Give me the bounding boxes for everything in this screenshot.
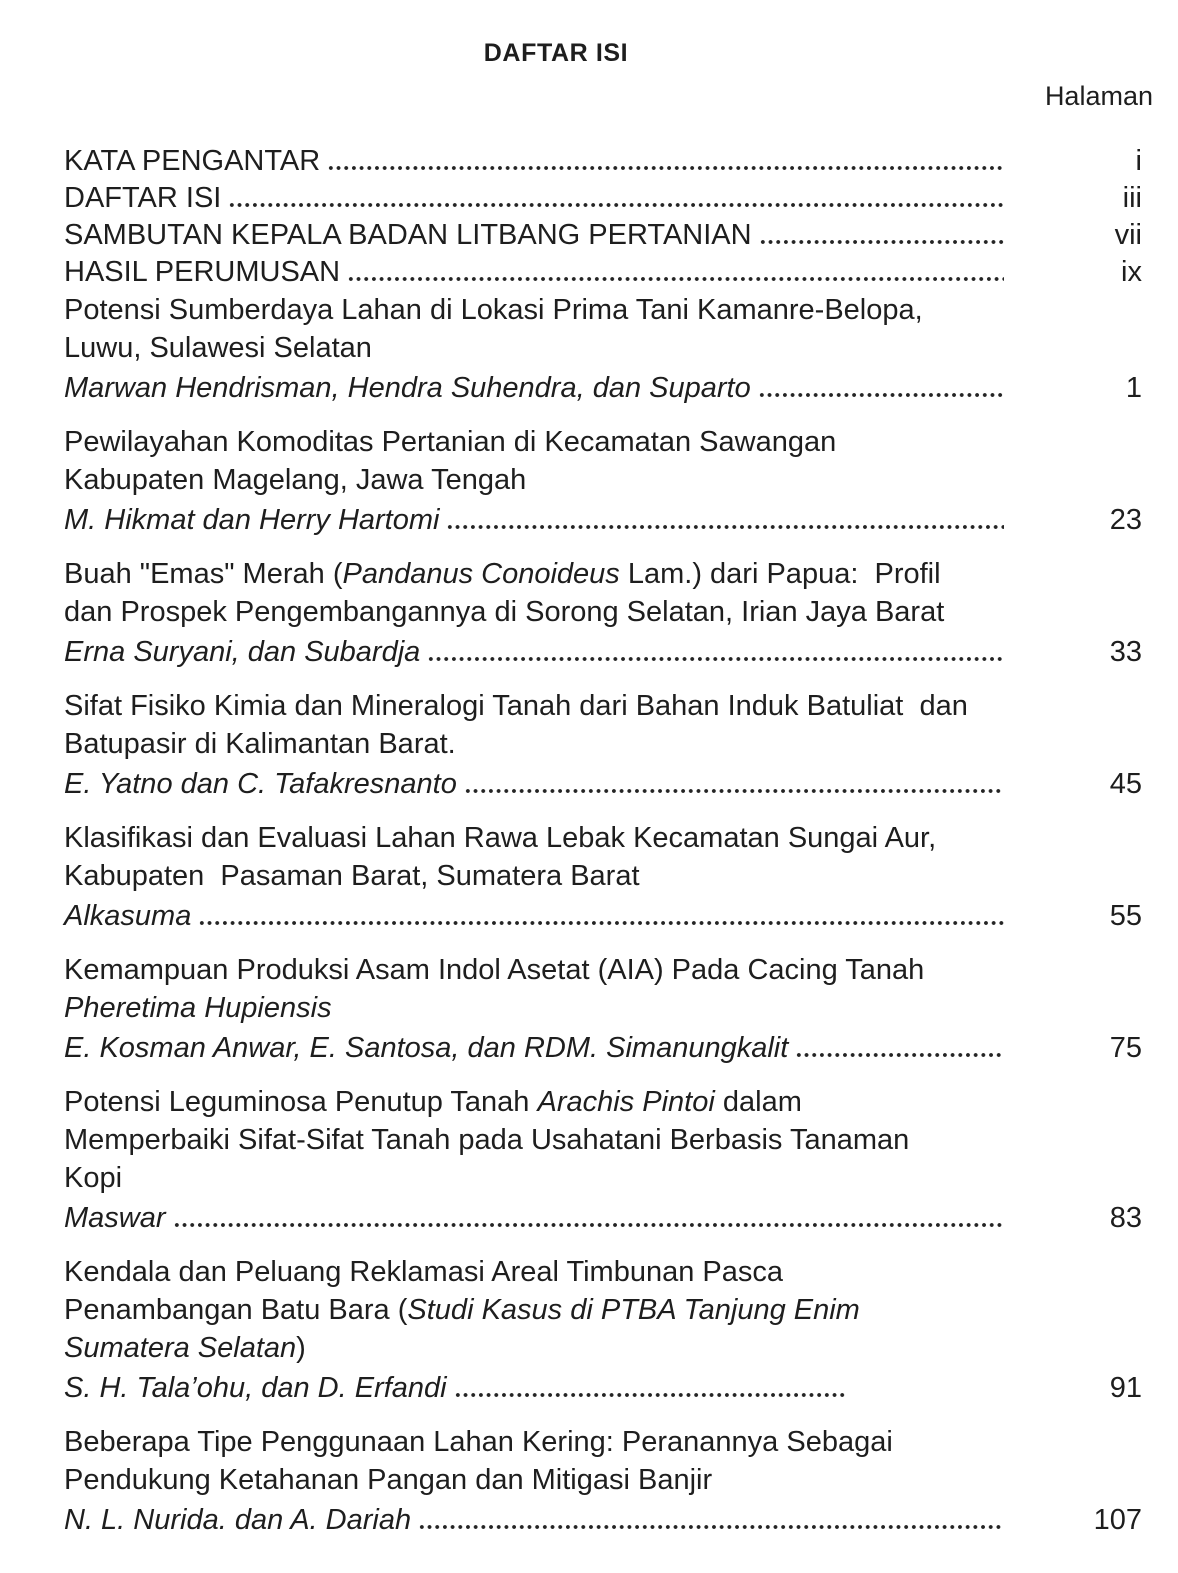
entry-title-line xyxy=(64,1121,1178,1159)
entry-authors: Maswar xyxy=(64,1202,166,1234)
dot-leader xyxy=(347,274,1004,284)
entry-title-line xyxy=(64,1291,1178,1329)
entry-title-line xyxy=(64,461,1178,499)
title-segment: Buah "Emas" Merah ( xyxy=(64,558,343,590)
entry-authors: Alkasuma xyxy=(64,900,192,932)
toc-entry xyxy=(64,555,1178,671)
dot-leader xyxy=(446,522,1004,532)
page-number: i xyxy=(1135,145,1142,177)
dot-leader xyxy=(454,1390,848,1400)
dotted-row xyxy=(64,369,1178,407)
dot-leader xyxy=(173,1220,1004,1230)
entry-title-line xyxy=(64,555,1178,593)
entry-title-line xyxy=(64,291,1178,329)
dot-leader xyxy=(427,654,1004,664)
title-segment: Potensi Leguminosa Penutup Tanah xyxy=(64,1086,538,1118)
front-matter-label: DAFTAR ISI xyxy=(64,182,222,214)
toc-entry xyxy=(64,291,1178,407)
toc-entry xyxy=(64,1423,1178,1539)
title-segment: Memperbaiki Sifat-Sifat Tanah pada Usahatani Berbasis Tanaman xyxy=(64,1124,910,1156)
title-segment: Studi Kasus di PTBA Tanjung Enim xyxy=(407,1294,860,1326)
page-number: 107 xyxy=(1093,1504,1142,1536)
toc-entry xyxy=(64,951,1178,1067)
entry-title-line xyxy=(64,1329,1178,1367)
title-segment: Batupasir di Kalimantan Barat. xyxy=(64,728,456,760)
entry-title-line xyxy=(64,593,1178,631)
page-number: 83 xyxy=(1109,1202,1142,1234)
dotted-row xyxy=(64,501,1178,539)
entry-authors: E. Yatno dan C. Tafakresnanto xyxy=(64,768,457,800)
dotted-row xyxy=(64,1029,1178,1067)
dotted-row xyxy=(64,1199,1178,1237)
title-segment: dan Prospek Pengembangannya di Sorong Selatan, Irian Jaya Barat xyxy=(64,596,945,628)
entry-title-line xyxy=(64,989,1178,1027)
title-segment: dalam xyxy=(714,1086,802,1118)
toc-entry xyxy=(64,1083,1178,1237)
dot-leader xyxy=(228,200,1004,210)
dotted-row xyxy=(64,897,1178,935)
dotted-row xyxy=(64,1501,1178,1539)
page-column-header: Halaman xyxy=(1044,81,1153,111)
entry-list xyxy=(64,291,1178,1539)
title-segment: Sumatera Selatan xyxy=(64,1332,297,1364)
title-segment: Arachis Pintoi xyxy=(537,1086,715,1118)
title-segment: Potensi Sumberdaya Lahan di Lokasi Prima Tani Kamanre-Belopa, xyxy=(64,294,923,326)
dotted-row xyxy=(64,143,1178,180)
front-matter-label: HASIL PERUMUSAN xyxy=(64,256,341,288)
dot-leader xyxy=(418,1522,1004,1532)
page-number: 55 xyxy=(1109,900,1142,932)
entry-title-line xyxy=(64,687,1178,725)
entry-authors: Marwan Hendrisman, Hendra Suhendra, dan Suparto xyxy=(64,372,751,404)
entry-authors: Erna Suryani, dan Subardja xyxy=(64,636,421,668)
entry-title-line xyxy=(64,423,1178,461)
page-number: 1 xyxy=(1125,372,1142,404)
dot-leader xyxy=(198,918,1004,928)
page-number: 75 xyxy=(1109,1032,1142,1064)
entry-authors: M. Hikmat dan Herry Hartomi xyxy=(64,504,440,536)
title-segment: Penambangan Batu Bara ( xyxy=(64,1294,408,1326)
page-number: iii xyxy=(1122,182,1142,214)
front-matter-list xyxy=(64,143,1178,291)
entry-title-line xyxy=(64,1083,1178,1121)
dot-leader xyxy=(759,237,1004,247)
title-segment: Beberapa Tipe Penggunaan Lahan Kering: Peranannya Sebagai xyxy=(64,1426,893,1458)
front-matter-label: KATA PENGANTAR xyxy=(64,145,321,177)
entry-title-line xyxy=(64,857,1178,895)
page-number: vii xyxy=(1114,219,1142,251)
entry-title-line xyxy=(64,329,1178,367)
entry-title-line xyxy=(64,951,1178,989)
dot-leader xyxy=(327,163,1004,173)
page-number: ix xyxy=(1121,256,1142,288)
entry-title-line xyxy=(64,1159,1178,1197)
toc-entry xyxy=(64,423,1178,539)
page-number: 91 xyxy=(1109,1372,1142,1404)
title-segment: ) xyxy=(296,1332,306,1364)
dotted-row xyxy=(64,633,1178,671)
dot-leader xyxy=(795,1050,1004,1060)
title-segment: Sifat Fisiko Kimia dan Mineralogi Tanah dari Bahan Induk Batuliat dan xyxy=(64,690,968,722)
dotted-row xyxy=(64,180,1178,217)
title-segment: Pheretima Hupiensis xyxy=(64,992,332,1024)
entry-title-line xyxy=(64,1253,1178,1291)
page-number: 45 xyxy=(1109,768,1142,800)
dotted-row xyxy=(64,254,1178,291)
toc-entry xyxy=(64,819,1178,935)
dot-leader xyxy=(464,786,1004,796)
page-number: 23 xyxy=(1109,504,1142,536)
title-segment: Kabupaten Pasaman Barat, Sumatera Barat xyxy=(64,860,640,892)
title-segment: Kendala dan Peluang Reklamasi Areal Timbunan Pasca xyxy=(64,1256,784,1288)
entry-authors: E. Kosman Anwar, E. Santosa, dan RDM. Simanungkalit xyxy=(64,1032,789,1064)
title-segment: Kemampuan Produksi Asam Indol Asetat (AIA) Pada Cacing Tanah xyxy=(64,954,925,986)
title-segment: Kopi xyxy=(64,1162,123,1194)
title-segment: Pewilayahan Komoditas Pertanian di Kecamatan Sawangan xyxy=(64,426,837,458)
entry-authors: N. L. Nurida. dan A. Dariah xyxy=(64,1504,412,1536)
dot-leader xyxy=(758,390,1004,400)
entry-title-line xyxy=(64,1423,1178,1461)
toc-entry xyxy=(64,1253,1178,1407)
entry-title-line xyxy=(64,1461,1178,1499)
toc-entry xyxy=(64,687,1178,803)
title-segment: Lam.) dari Papua: Profil xyxy=(619,558,941,590)
title-segment: Klasifikasi dan Evaluasi Lahan Rawa Lebak Kecamatan Sungai Aur, xyxy=(64,822,937,854)
page-title: DAFTAR ISI xyxy=(483,39,629,67)
page-number: 33 xyxy=(1109,636,1142,668)
entry-title-line xyxy=(64,819,1178,857)
title-segment: Luwu, Sulawesi Selatan xyxy=(64,332,372,364)
front-matter-label: SAMBUTAN KEPALA BADAN LITBANG PERTANIAN xyxy=(64,219,752,251)
entry-authors: S. H. Tala’ohu, dan D. Erfandi xyxy=(64,1372,447,1404)
title-segment: Pendukung Ketahanan Pangan dan Mitigasi Banjir xyxy=(64,1464,713,1496)
dotted-row xyxy=(64,765,1178,803)
dotted-row xyxy=(64,1369,1178,1407)
entry-title-line xyxy=(64,725,1178,763)
dotted-row xyxy=(64,217,1178,254)
title-segment: Pandanus Conoideus xyxy=(342,558,620,590)
title-segment: Kabupaten Magelang, Jawa Tengah xyxy=(64,464,527,496)
